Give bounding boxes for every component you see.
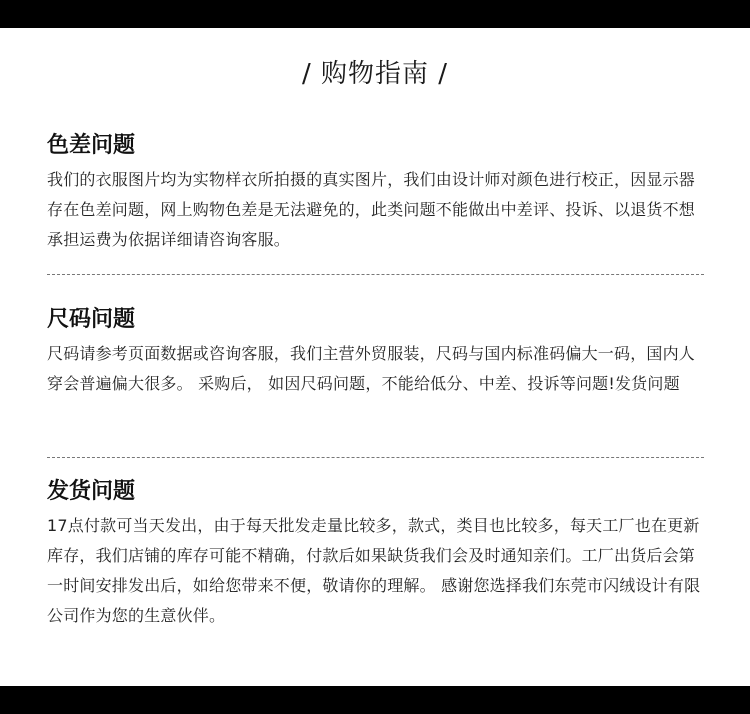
top-black-bar: [0, 0, 750, 28]
section-body: 我们的衣服图片均为实物样衣所拍摄的真实图片，我们由设计师对颜色进行校正，因显示器存在色差问题，网上购物色差是无法避免的，此类问题不能做出中差评、投诉、以退货不想承担运费为依据详细请咨询客服。: [47, 170, 696, 249]
page-title: / 购物指南 /: [301, 59, 449, 89]
section-body: 17点付款可当天发出，由于每天批发走量比较多，款式，类目也比较多，每天工厂也在更新库存，我们店铺的库存可能不精确，付款后如果缺货我们会及时通知亲们。工厂出货后会第一时间安排发出后，如给您带来不便，敬请你的理解。 感谢您选择我们东莞市闪绒设计有限公司作为您的生意伙伴。: [47, 516, 701, 625]
section-heading: 色差问题: [47, 133, 136, 158]
section-size: [47, 305, 707, 399]
dashed-divider: [47, 274, 704, 275]
bottom-black-bar: [0, 686, 750, 714]
dashed-divider: [47, 457, 704, 458]
section-body: 尺码请参考页面数据或咨询客服，我们主营外贸服装，尺码与国内标准码偏大一码，国内人穿会普遍偏大很多。 采购后， 如因尺码问题，不能给低分、中差、投诉等问题!发货问题: [47, 344, 696, 393]
section-shipping: [47, 477, 707, 631]
section-heading: 发货问题: [47, 479, 136, 504]
section-heading: 尺码问题: [47, 307, 136, 332]
section-color-difference: [47, 131, 707, 255]
